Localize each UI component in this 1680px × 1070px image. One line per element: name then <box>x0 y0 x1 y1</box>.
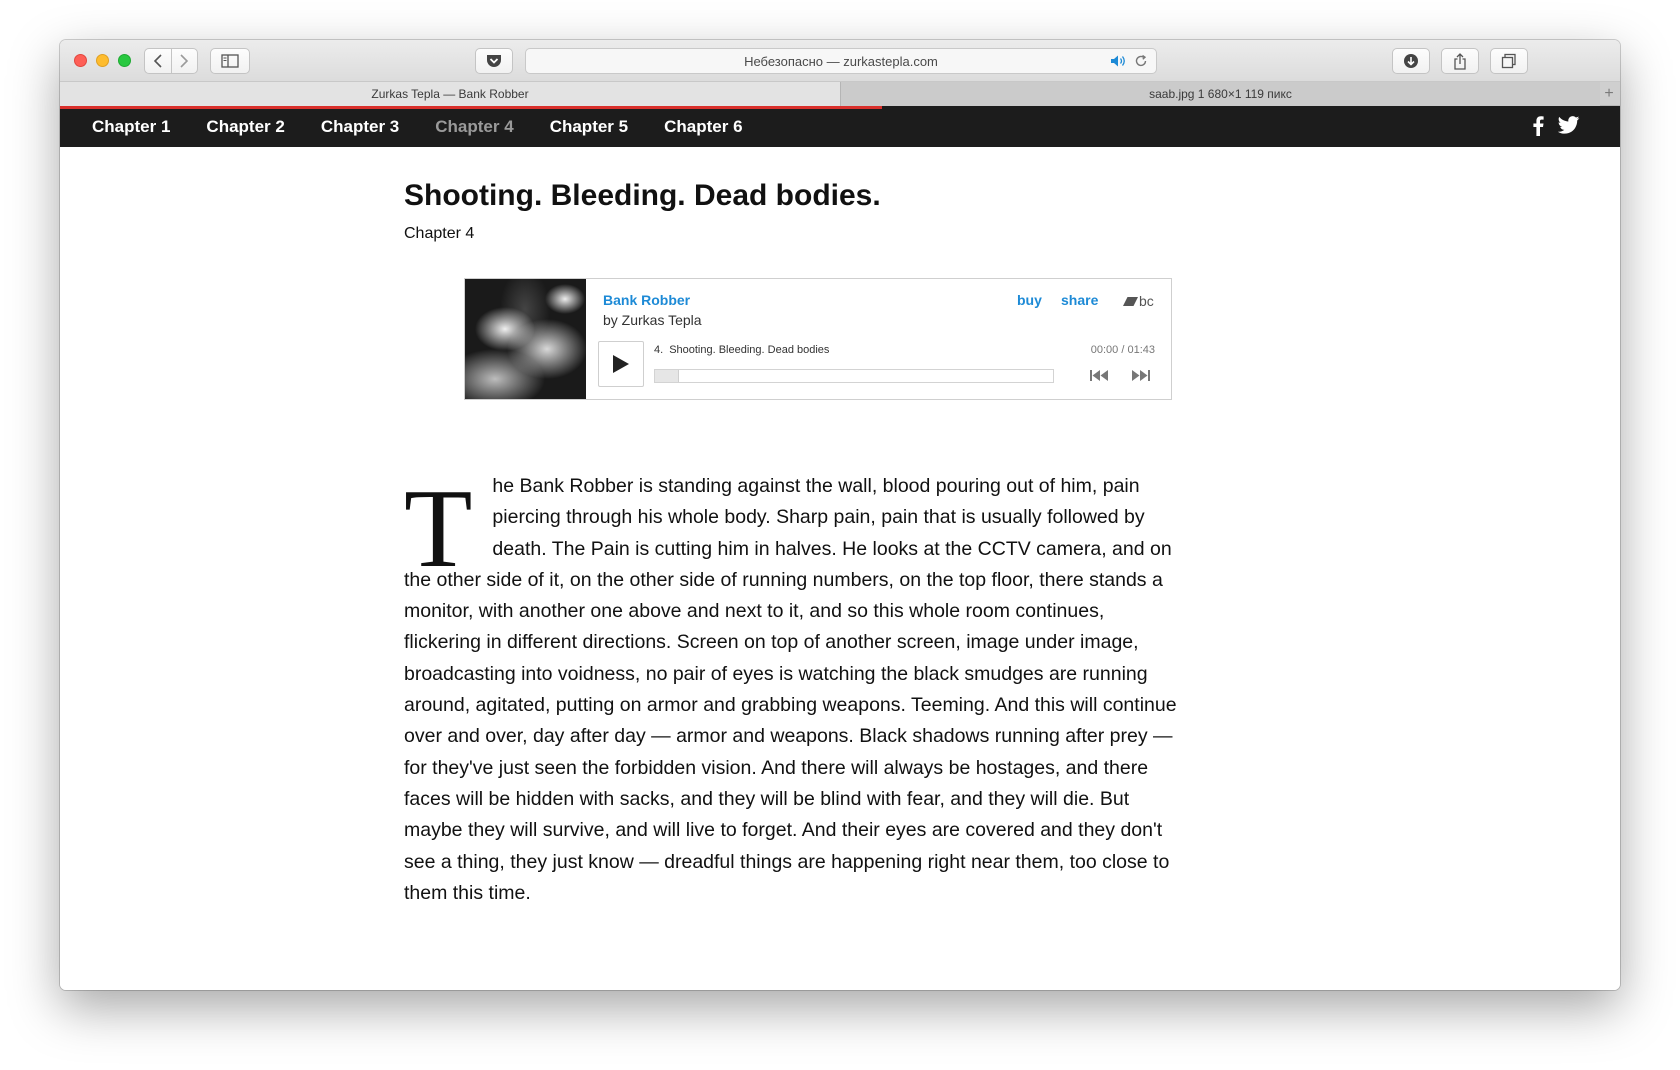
progress-thumb[interactable] <box>655 370 679 382</box>
buy-link[interactable]: buy <box>1017 292 1042 308</box>
play-icon <box>612 354 630 374</box>
bandcamp-brand-text: bc <box>1139 293 1154 309</box>
tab-saab-image[interactable] <box>840 82 1600 106</box>
next-track-button[interactable] <box>1131 369 1150 387</box>
tab-bank-robber[interactable] <box>60 82 840 106</box>
article-title: Shooting. Bleeding. Dead bodies. <box>404 179 881 212</box>
bandcamp-player <box>464 278 1172 400</box>
share-link[interactable]: share <box>1061 292 1099 308</box>
back-button[interactable] <box>145 49 171 73</box>
share-button[interactable] <box>1441 48 1479 74</box>
share-icon <box>1453 53 1467 70</box>
track-time: 00:00 / 01:43 <box>1090 344 1155 356</box>
track-title: Shooting. Bleeding. Dead bodies <box>669 344 830 356</box>
skip-next-icon <box>1131 369 1150 382</box>
tab-title: Zurkas Tepla — Bank Robber <box>371 87 529 101</box>
minimize-window-button[interactable] <box>96 54 109 67</box>
browser-window <box>60 40 1620 990</box>
pocket-icon <box>486 54 502 68</box>
forward-button[interactable] <box>172 49 198 73</box>
nav-chapter-4[interactable]: Chapter 4 <box>435 116 514 136</box>
chevron-right-icon <box>179 54 189 68</box>
article-paragraph: he Bank Robber is standing against the wall, blood pouring out of him, pain piercing through his whole body. Sharp pain, pain that is usually followed by death. The Pain is cutting him in halves. He looks at the CCTV camera, and on the other side of it, on the other side of running numbers, on the top floor, there stands a monitor, with another one above and next to it, and so this whole room continues, flickering in different directions. Screen on top of another screen, image under image, broadcasting into voidness, no pair of eyes is watching the black smudges are running around, agitated, putting on armor and grabbing weapons. Teeming. And this will continue over and over, day after day — armor and weapons. Black shadows running after prey — for they've just seen the forbidden vision. And there will always be hostages, and there faces will be hidden with sacks, and they will be blind with fear, and they will die. But maybe they will survive, and will live to forget. And their eyes are covered and they don't see a thing, they just know — dreadful things are happening right near them, too close to them this time. <box>404 475 1177 904</box>
article-body <box>404 467 1184 909</box>
browser-toolbar <box>60 40 1620 82</box>
web-page <box>60 106 1620 990</box>
chapter-links <box>92 106 779 147</box>
skip-previous-icon <box>1090 369 1109 382</box>
progress-bar[interactable] <box>654 369 1054 383</box>
url-text: Небезопасно — zurkastepla.com <box>744 53 938 69</box>
play-button[interactable] <box>598 341 644 387</box>
address-bar[interactable] <box>525 48 1157 74</box>
tab-title: saab.jpg 1 680×1 119 пикс <box>1149 87 1292 101</box>
download-icon <box>1403 53 1419 69</box>
nav-chapter-3[interactable]: Chapter 3 <box>320 116 400 136</box>
twitter-icon[interactable] <box>1558 116 1580 134</box>
track-number: 4. <box>654 344 664 356</box>
nav-chapter-1[interactable]: Chapter 1 <box>92 116 171 136</box>
zoom-window-button[interactable] <box>118 54 131 67</box>
page-load-progress <box>60 106 882 109</box>
bandcamp-logo[interactable] <box>1123 293 1154 309</box>
album-link[interactable]: Bank Robber <box>603 292 691 308</box>
bandcamp-icon <box>1123 297 1138 306</box>
facebook-icon[interactable] <box>1532 116 1544 136</box>
social-links <box>1532 116 1580 136</box>
album-cover[interactable] <box>465 279 586 399</box>
sidebar-toggle-button[interactable] <box>210 48 250 74</box>
audio-playing-icon[interactable] <box>1110 54 1128 71</box>
nav-chapter-2[interactable]: Chapter 2 <box>206 116 285 136</box>
show-tabs-button[interactable] <box>1490 48 1528 74</box>
pocket-button[interactable] <box>475 48 513 74</box>
chevron-left-icon <box>153 54 163 68</box>
new-tab-button[interactable]: + <box>1604 85 1614 102</box>
previous-track-button[interactable] <box>1090 369 1109 387</box>
current-track <box>654 344 829 356</box>
nav-chapter-5[interactable]: Chapter 5 <box>549 116 629 136</box>
nav-chapter-6[interactable]: Chapter 6 <box>664 116 743 136</box>
artist-name[interactable]: by Zurkas Tepla <box>603 312 702 328</box>
close-window-button[interactable] <box>74 54 87 67</box>
tab-bar <box>60 82 1620 106</box>
sidebar-icon <box>221 54 239 68</box>
history-nav <box>144 48 198 74</box>
tabs-overview-icon <box>1501 53 1517 69</box>
reload-icon[interactable] <box>1134 54 1148 71</box>
downloads-button[interactable] <box>1392 48 1430 74</box>
drop-cap: T <box>404 467 473 591</box>
article <box>404 147 1184 904</box>
article-subtitle: Chapter 4 <box>404 225 475 242</box>
chapter-nav <box>60 106 1620 147</box>
